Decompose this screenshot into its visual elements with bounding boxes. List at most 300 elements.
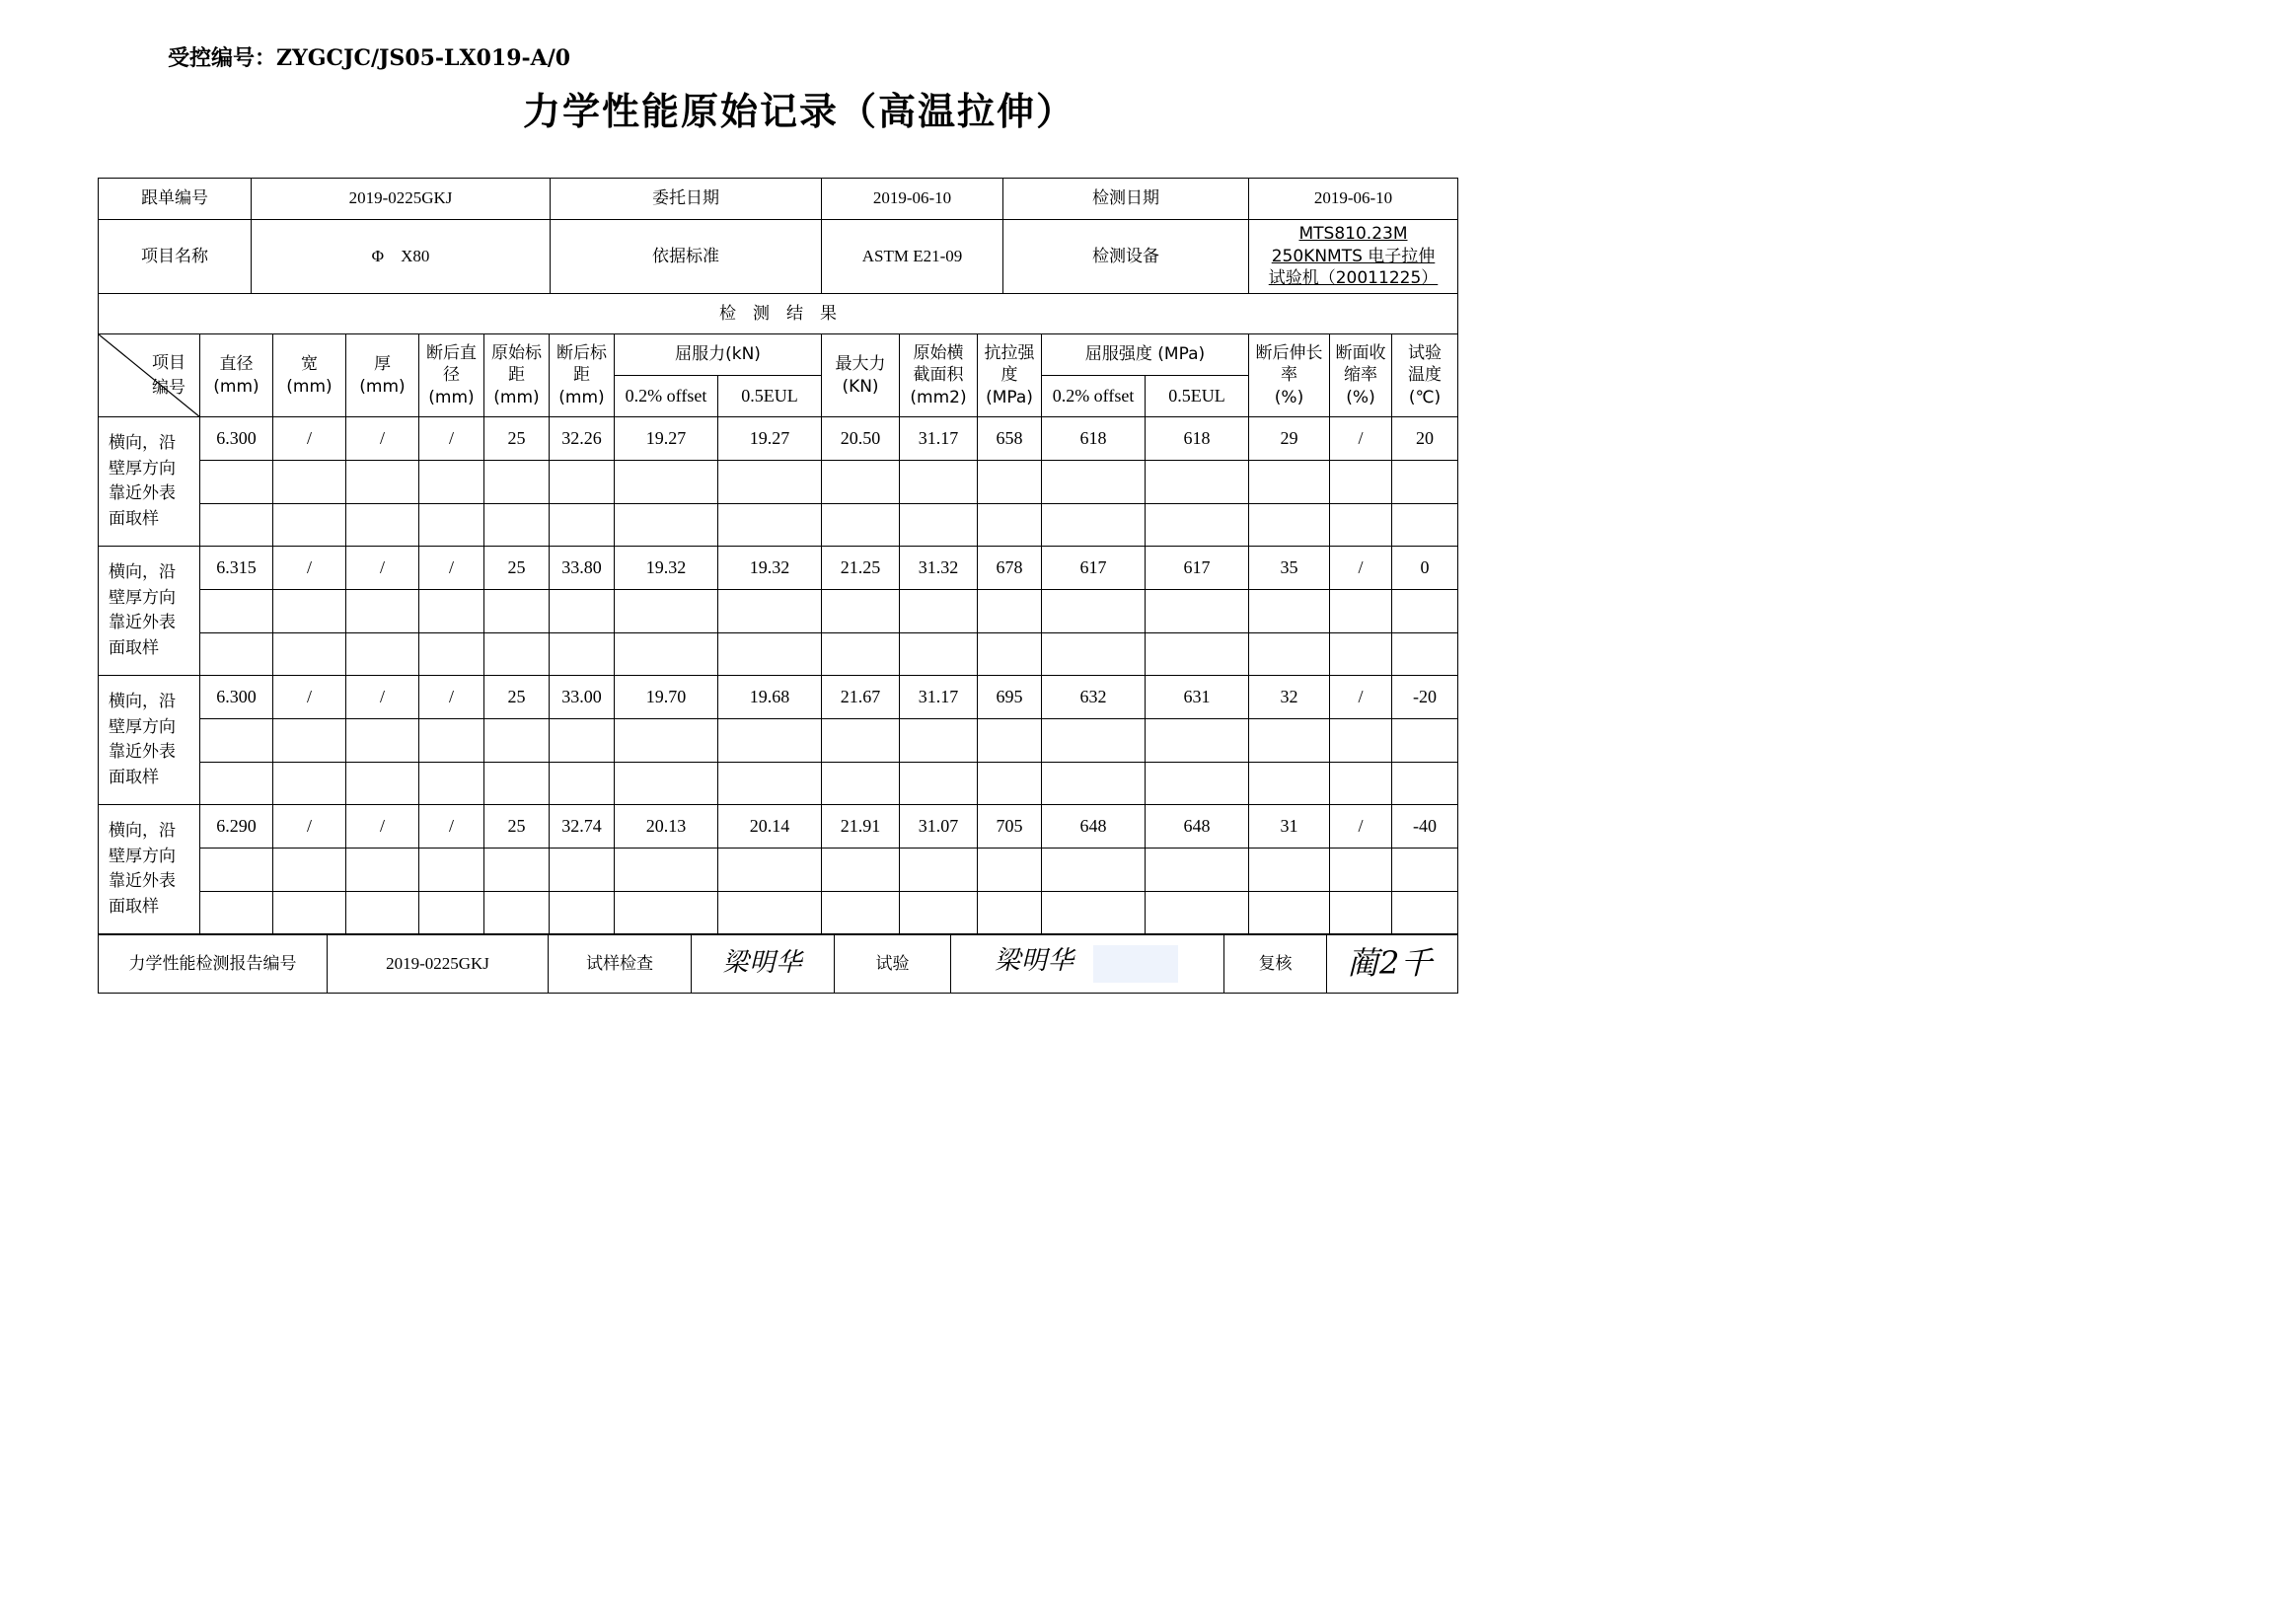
empty-cell: [615, 892, 718, 934]
empty-cell: [1330, 719, 1392, 763]
tracking-no-value: 2019-0225GKJ: [252, 179, 551, 220]
sample-description: [99, 805, 200, 934]
empty-cell: [1249, 633, 1330, 676]
sample-description-line: 壁厚方向: [109, 587, 176, 608]
data-cell: 632: [1042, 676, 1146, 719]
equipment-label: 检测设备: [1003, 220, 1249, 294]
col-area-name1: 原始横: [913, 343, 964, 364]
col-broken-diameter-unit: (mm): [428, 387, 475, 407]
review-signature: 蔺2千: [1347, 944, 1434, 983]
equipment-line3: 试验机（20011225）: [1268, 268, 1439, 289]
data-cell: 19.68: [718, 676, 822, 719]
col-thickness: [346, 334, 419, 417]
empty-cell: [1392, 461, 1458, 504]
col-area: [900, 334, 978, 417]
data-cell: 6.315: [200, 547, 273, 590]
table-row: [99, 633, 1458, 676]
data-cell: 25: [484, 676, 550, 719]
empty-cell: [718, 461, 822, 504]
empty-cell: [1042, 719, 1146, 763]
record-page: [0, 0, 1537, 1087]
data-cell: 648: [1146, 805, 1249, 849]
empty-cell: [822, 590, 900, 633]
sample-description-line: 靠近外表: [109, 613, 176, 632]
empty-cell: [484, 504, 550, 547]
data-cell: 19.70: [615, 676, 718, 719]
sample-description-line: 面取样: [109, 637, 159, 658]
sample-description-line: 面取样: [109, 896, 159, 917]
empty-cell: [1249, 590, 1330, 633]
data-cell: /: [346, 417, 419, 461]
col-temperature-name2: 温度: [1408, 365, 1443, 386]
redaction-box: [1093, 945, 1178, 983]
col-width: [273, 334, 346, 417]
empty-cell: [822, 633, 900, 676]
data-cell: 31.07: [900, 805, 978, 849]
empty-cell: [900, 763, 978, 805]
review-label: 复核: [1224, 935, 1327, 994]
empty-cell: [419, 504, 484, 547]
col-elongation-name2: 率: [1281, 365, 1298, 386]
test-signature-cell: [951, 935, 1224, 994]
col-max-force: [822, 334, 900, 417]
sample-description-line: 横向，沿: [109, 562, 176, 582]
col-gauge-length-name1: 原始标: [491, 343, 542, 364]
data-cell: /: [419, 417, 484, 461]
empty-cell: [718, 590, 822, 633]
data-cell: /: [346, 547, 419, 590]
sample-description: [99, 417, 200, 547]
data-cell: 25: [484, 547, 550, 590]
empty-cell: [1042, 590, 1146, 633]
col-temperature-name1: 试验: [1408, 343, 1443, 364]
col-broken-diameter: [419, 334, 484, 417]
table-row: [99, 849, 1458, 892]
data-cell: 20.50: [822, 417, 900, 461]
empty-cell: [419, 633, 484, 676]
empty-cell: [1330, 633, 1392, 676]
table-row: [99, 892, 1458, 934]
empty-cell: [419, 461, 484, 504]
empty-cell: [718, 892, 822, 934]
data-cell: 631: [1146, 676, 1249, 719]
col-broken-diameter-name1: 断后直: [426, 343, 477, 364]
col-tensile-name2: 度: [1000, 365, 1018, 386]
col-elongation-name1: 断后伸长: [1255, 343, 1323, 364]
empty-cell: [550, 763, 615, 805]
data-cell: 0: [1392, 547, 1458, 590]
empty-cell: [615, 719, 718, 763]
commission-date-label: 委托日期: [551, 179, 822, 220]
empty-cell: [1392, 633, 1458, 676]
data-cell: 31: [1249, 805, 1330, 849]
test-signature: 梁明华: [995, 946, 1075, 976]
sample-description-line: 面取样: [109, 508, 159, 529]
empty-cell: [615, 590, 718, 633]
review-signature-cell: [1327, 935, 1458, 994]
empty-cell: [822, 849, 900, 892]
sample-description-line: 壁厚方向: [109, 846, 176, 866]
data-cell: -20: [1392, 676, 1458, 719]
empty-cell: [200, 461, 273, 504]
data-cell: /: [419, 805, 484, 849]
data-cell: -40: [1392, 805, 1458, 849]
col-broken-gauge-unit: (mm): [558, 387, 605, 407]
empty-cell: [1330, 763, 1392, 805]
col-max-force-name: 最大力: [835, 354, 886, 375]
data-cell: /: [419, 547, 484, 590]
empty-cell: [1042, 849, 1146, 892]
results-table: [98, 333, 1458, 934]
data-cell: /: [1330, 805, 1392, 849]
empty-cell: [1330, 849, 1392, 892]
empty-cell: [1249, 461, 1330, 504]
empty-cell: [273, 461, 346, 504]
empty-cell: [346, 461, 419, 504]
data-cell: 31.32: [900, 547, 978, 590]
empty-cell: [273, 892, 346, 934]
empty-cell: [1330, 461, 1392, 504]
empty-cell: [200, 719, 273, 763]
empty-cell: [900, 892, 978, 934]
col-reduction: [1330, 334, 1392, 417]
data-cell: /: [273, 805, 346, 849]
sample-description-line: 靠近外表: [109, 483, 176, 503]
data-cell: 21.91: [822, 805, 900, 849]
report-no-value: 2019-0225GKJ: [328, 935, 549, 994]
col-yield-force-offset: 0.2% offset: [615, 376, 718, 417]
empty-cell: [346, 719, 419, 763]
data-cell: 6.300: [200, 676, 273, 719]
empty-cell: [822, 461, 900, 504]
col-broken-gauge-name2: 距: [573, 365, 590, 386]
empty-cell: [550, 719, 615, 763]
empty-cell: [1330, 504, 1392, 547]
col-width-unit: (mm): [286, 376, 333, 397]
empty-cell: [1392, 504, 1458, 547]
empty-cell: [346, 504, 419, 547]
empty-cell: [1330, 590, 1392, 633]
data-cell: /: [346, 676, 419, 719]
empty-cell: [273, 849, 346, 892]
empty-cell: [550, 504, 615, 547]
empty-cell: [550, 590, 615, 633]
col-yield-strength: 屈服强度 (MPa): [1042, 334, 1249, 376]
empty-cell: [200, 763, 273, 805]
sample-description-line: 壁厚方向: [109, 716, 176, 737]
sample-description: [99, 547, 200, 676]
col-tensile: [978, 334, 1042, 417]
empty-cell: [550, 849, 615, 892]
sample-description-line: 横向，沿: [109, 692, 176, 711]
empty-cell: [200, 892, 273, 934]
empty-cell: [484, 763, 550, 805]
sample-description: [99, 676, 200, 805]
empty-cell: [1042, 763, 1146, 805]
sample-check-label: 试样检查: [549, 935, 692, 994]
standard-value: ASTM E21-09: [822, 220, 1003, 294]
empty-cell: [1146, 763, 1249, 805]
equipment-value: [1249, 220, 1458, 294]
empty-cell: [1042, 504, 1146, 547]
empty-cell: [615, 849, 718, 892]
header-info-table: [98, 178, 1458, 334]
signature-table: [98, 934, 1458, 994]
empty-cell: [978, 763, 1042, 805]
data-cell: 617: [1042, 547, 1146, 590]
empty-cell: [615, 504, 718, 547]
empty-cell: [978, 590, 1042, 633]
empty-cell: [718, 633, 822, 676]
data-cell: /: [273, 417, 346, 461]
data-cell: 31.17: [900, 676, 978, 719]
col-area-name2: 截面积: [913, 365, 964, 386]
empty-cell: [1042, 633, 1146, 676]
col-yield-force: 屈服力(kN): [615, 334, 822, 376]
standard-label: 依据标准: [551, 220, 822, 294]
col-temperature: [1392, 334, 1458, 417]
empty-cell: [615, 633, 718, 676]
col-temperature-unit: (℃): [1408, 387, 1442, 407]
empty-cell: [346, 892, 419, 934]
data-cell: 33.80: [550, 547, 615, 590]
col-elongation-unit: (%): [1274, 387, 1304, 407]
empty-cell: [273, 590, 346, 633]
col-reduction-unit: (%): [1346, 387, 1375, 407]
data-cell: 32.26: [550, 417, 615, 461]
empty-cell: [822, 763, 900, 805]
data-cell: 6.300: [200, 417, 273, 461]
data-cell: 19.27: [718, 417, 822, 461]
empty-cell: [200, 849, 273, 892]
empty-cell: [346, 590, 419, 633]
sample-description-line: 壁厚方向: [109, 458, 176, 479]
data-cell: 25: [484, 805, 550, 849]
empty-cell: [273, 719, 346, 763]
empty-cell: [900, 719, 978, 763]
data-cell: 19.32: [718, 547, 822, 590]
data-cell: 32.74: [550, 805, 615, 849]
diagonal-line: [99, 334, 200, 417]
empty-cell: [718, 763, 822, 805]
empty-cell: [200, 590, 273, 633]
data-cell: 29: [1249, 417, 1330, 461]
empty-cell: [978, 633, 1042, 676]
empty-cell: [615, 461, 718, 504]
data-cell: /: [419, 676, 484, 719]
empty-cell: [900, 633, 978, 676]
sample-description-line: 横向，沿: [109, 433, 176, 453]
empty-cell: [900, 849, 978, 892]
table-row: [99, 461, 1458, 504]
col-tensile-name1: 抗拉强: [984, 343, 1035, 364]
col-yield-strength-eul: 0.5EUL: [1146, 376, 1249, 417]
empty-cell: [900, 504, 978, 547]
data-cell: 20.13: [615, 805, 718, 849]
commission-date-value: 2019-06-10: [822, 179, 1003, 220]
empty-cell: [1042, 892, 1146, 934]
empty-cell: [550, 633, 615, 676]
table-row: [99, 763, 1458, 805]
sample-description-line: 靠近外表: [109, 742, 176, 762]
data-cell: /: [346, 805, 419, 849]
col-diameter-name: 直径: [219, 354, 254, 375]
empty-cell: [346, 633, 419, 676]
data-cell: 618: [1042, 417, 1146, 461]
project-name-value: Φ X80: [252, 220, 551, 294]
data-cell: 705: [978, 805, 1042, 849]
col-gauge-length: [484, 334, 550, 417]
empty-cell: [615, 763, 718, 805]
empty-cell: [1392, 849, 1458, 892]
empty-cell: [1249, 849, 1330, 892]
data-cell: 25: [484, 417, 550, 461]
table-row: [99, 676, 1458, 719]
empty-cell: [419, 719, 484, 763]
project-name-label: 项目名称: [99, 220, 252, 294]
data-cell: 19.27: [615, 417, 718, 461]
empty-cell: [1249, 719, 1330, 763]
table-row: [99, 417, 1458, 461]
empty-cell: [1146, 633, 1249, 676]
empty-cell: [718, 719, 822, 763]
col-tensile-unit: (MPa): [986, 387, 1033, 407]
col-item-label: 项目: [152, 353, 185, 373]
empty-cell: [419, 892, 484, 934]
control-number: 受控编号：ZYGCJC/JS05-LX019-A/0: [168, 45, 571, 71]
equipment-line2: 250KNMTS 电子拉伸: [1271, 246, 1436, 266]
col-width-name: 宽: [301, 354, 318, 375]
empty-cell: [419, 590, 484, 633]
empty-cell: [900, 461, 978, 504]
data-cell: 32: [1249, 676, 1330, 719]
empty-cell: [718, 849, 822, 892]
empty-cell: [346, 849, 419, 892]
empty-cell: [1249, 763, 1330, 805]
test-date-value: 2019-06-10: [1249, 179, 1458, 220]
empty-cell: [1392, 763, 1458, 805]
empty-cell: [1146, 892, 1249, 934]
empty-cell: [484, 719, 550, 763]
data-cell: 21.25: [822, 547, 900, 590]
empty-cell: [822, 892, 900, 934]
table-row: [99, 547, 1458, 590]
empty-cell: [273, 633, 346, 676]
empty-cell: [484, 461, 550, 504]
col-broken-gauge: [550, 334, 615, 417]
col-gauge-length-unit: (mm): [493, 387, 540, 407]
empty-cell: [484, 590, 550, 633]
col-gauge-length-name2: 距: [508, 365, 525, 386]
sample-description-line: 横向，沿: [109, 821, 176, 841]
report-no-label: 力学性能检测报告编号: [99, 935, 328, 994]
empty-cell: [1392, 590, 1458, 633]
data-cell: 35: [1249, 547, 1330, 590]
data-cell: 678: [978, 547, 1042, 590]
empty-cell: [550, 892, 615, 934]
col-yield-force-eul: 0.5EUL: [718, 376, 822, 417]
test-label: 试验: [835, 935, 951, 994]
data-cell: 21.67: [822, 676, 900, 719]
data-cell: /: [273, 676, 346, 719]
empty-cell: [1330, 892, 1392, 934]
empty-cell: [484, 849, 550, 892]
col-yield-strength-offset: 0.2% offset: [1042, 376, 1146, 417]
empty-cell: [419, 849, 484, 892]
empty-cell: [900, 590, 978, 633]
empty-cell: [978, 504, 1042, 547]
document-title: 力学性能原始记录（高温拉伸）: [522, 90, 1075, 133]
empty-cell: [1042, 461, 1146, 504]
col-thickness-name: 厚: [374, 354, 391, 375]
empty-cell: [550, 461, 615, 504]
col-broken-diameter-name2: 径: [443, 365, 460, 386]
data-cell: 20.14: [718, 805, 822, 849]
empty-cell: [484, 633, 550, 676]
results-section-label: 检 测 结 果: [99, 294, 1458, 334]
empty-cell: [978, 461, 1042, 504]
col-elongation: [1249, 334, 1330, 417]
data-cell: 618: [1146, 417, 1249, 461]
empty-cell: [978, 892, 1042, 934]
empty-cell: [978, 719, 1042, 763]
data-cell: 20: [1392, 417, 1458, 461]
test-date-label: 检测日期: [1003, 179, 1249, 220]
data-cell: 648: [1042, 805, 1146, 849]
data-cell: /: [273, 547, 346, 590]
table-row: [99, 504, 1458, 547]
data-cell: 33.00: [550, 676, 615, 719]
empty-cell: [484, 892, 550, 934]
sample-description-line: 面取样: [109, 767, 159, 787]
empty-cell: [200, 633, 273, 676]
empty-cell: [1146, 719, 1249, 763]
data-cell: /: [1330, 417, 1392, 461]
item-code-diagonal-header: [99, 334, 200, 417]
empty-cell: [978, 849, 1042, 892]
data-cell: 6.290: [200, 805, 273, 849]
col-thickness-unit: (mm): [359, 376, 406, 397]
col-diameter: [200, 334, 273, 417]
table-row: [99, 805, 1458, 849]
empty-cell: [1146, 849, 1249, 892]
empty-cell: [273, 763, 346, 805]
empty-cell: [718, 504, 822, 547]
data-cell: /: [1330, 676, 1392, 719]
table-row: [99, 590, 1458, 633]
empty-cell: [200, 504, 273, 547]
empty-cell: [822, 504, 900, 547]
empty-cell: [273, 504, 346, 547]
empty-cell: [419, 763, 484, 805]
empty-cell: [1392, 892, 1458, 934]
equipment-line1: MTS810.23M: [1298, 223, 1408, 244]
empty-cell: [346, 763, 419, 805]
empty-cell: [1249, 504, 1330, 547]
col-code-label: 编号: [152, 378, 185, 398]
tracking-no-label: 跟单编号: [99, 179, 252, 220]
sample-description-line: 靠近外表: [109, 871, 176, 891]
col-reduction-name1: 断面收: [1335, 343, 1386, 364]
col-broken-gauge-name1: 断后标: [556, 343, 607, 364]
empty-cell: [1146, 504, 1249, 547]
empty-cell: [1249, 892, 1330, 934]
col-diameter-unit: (mm): [213, 376, 259, 397]
col-reduction-name2: 缩率: [1344, 365, 1378, 386]
data-cell: 658: [978, 417, 1042, 461]
data-cell: 617: [1146, 547, 1249, 590]
sample-check-signature-cell: [692, 935, 835, 994]
